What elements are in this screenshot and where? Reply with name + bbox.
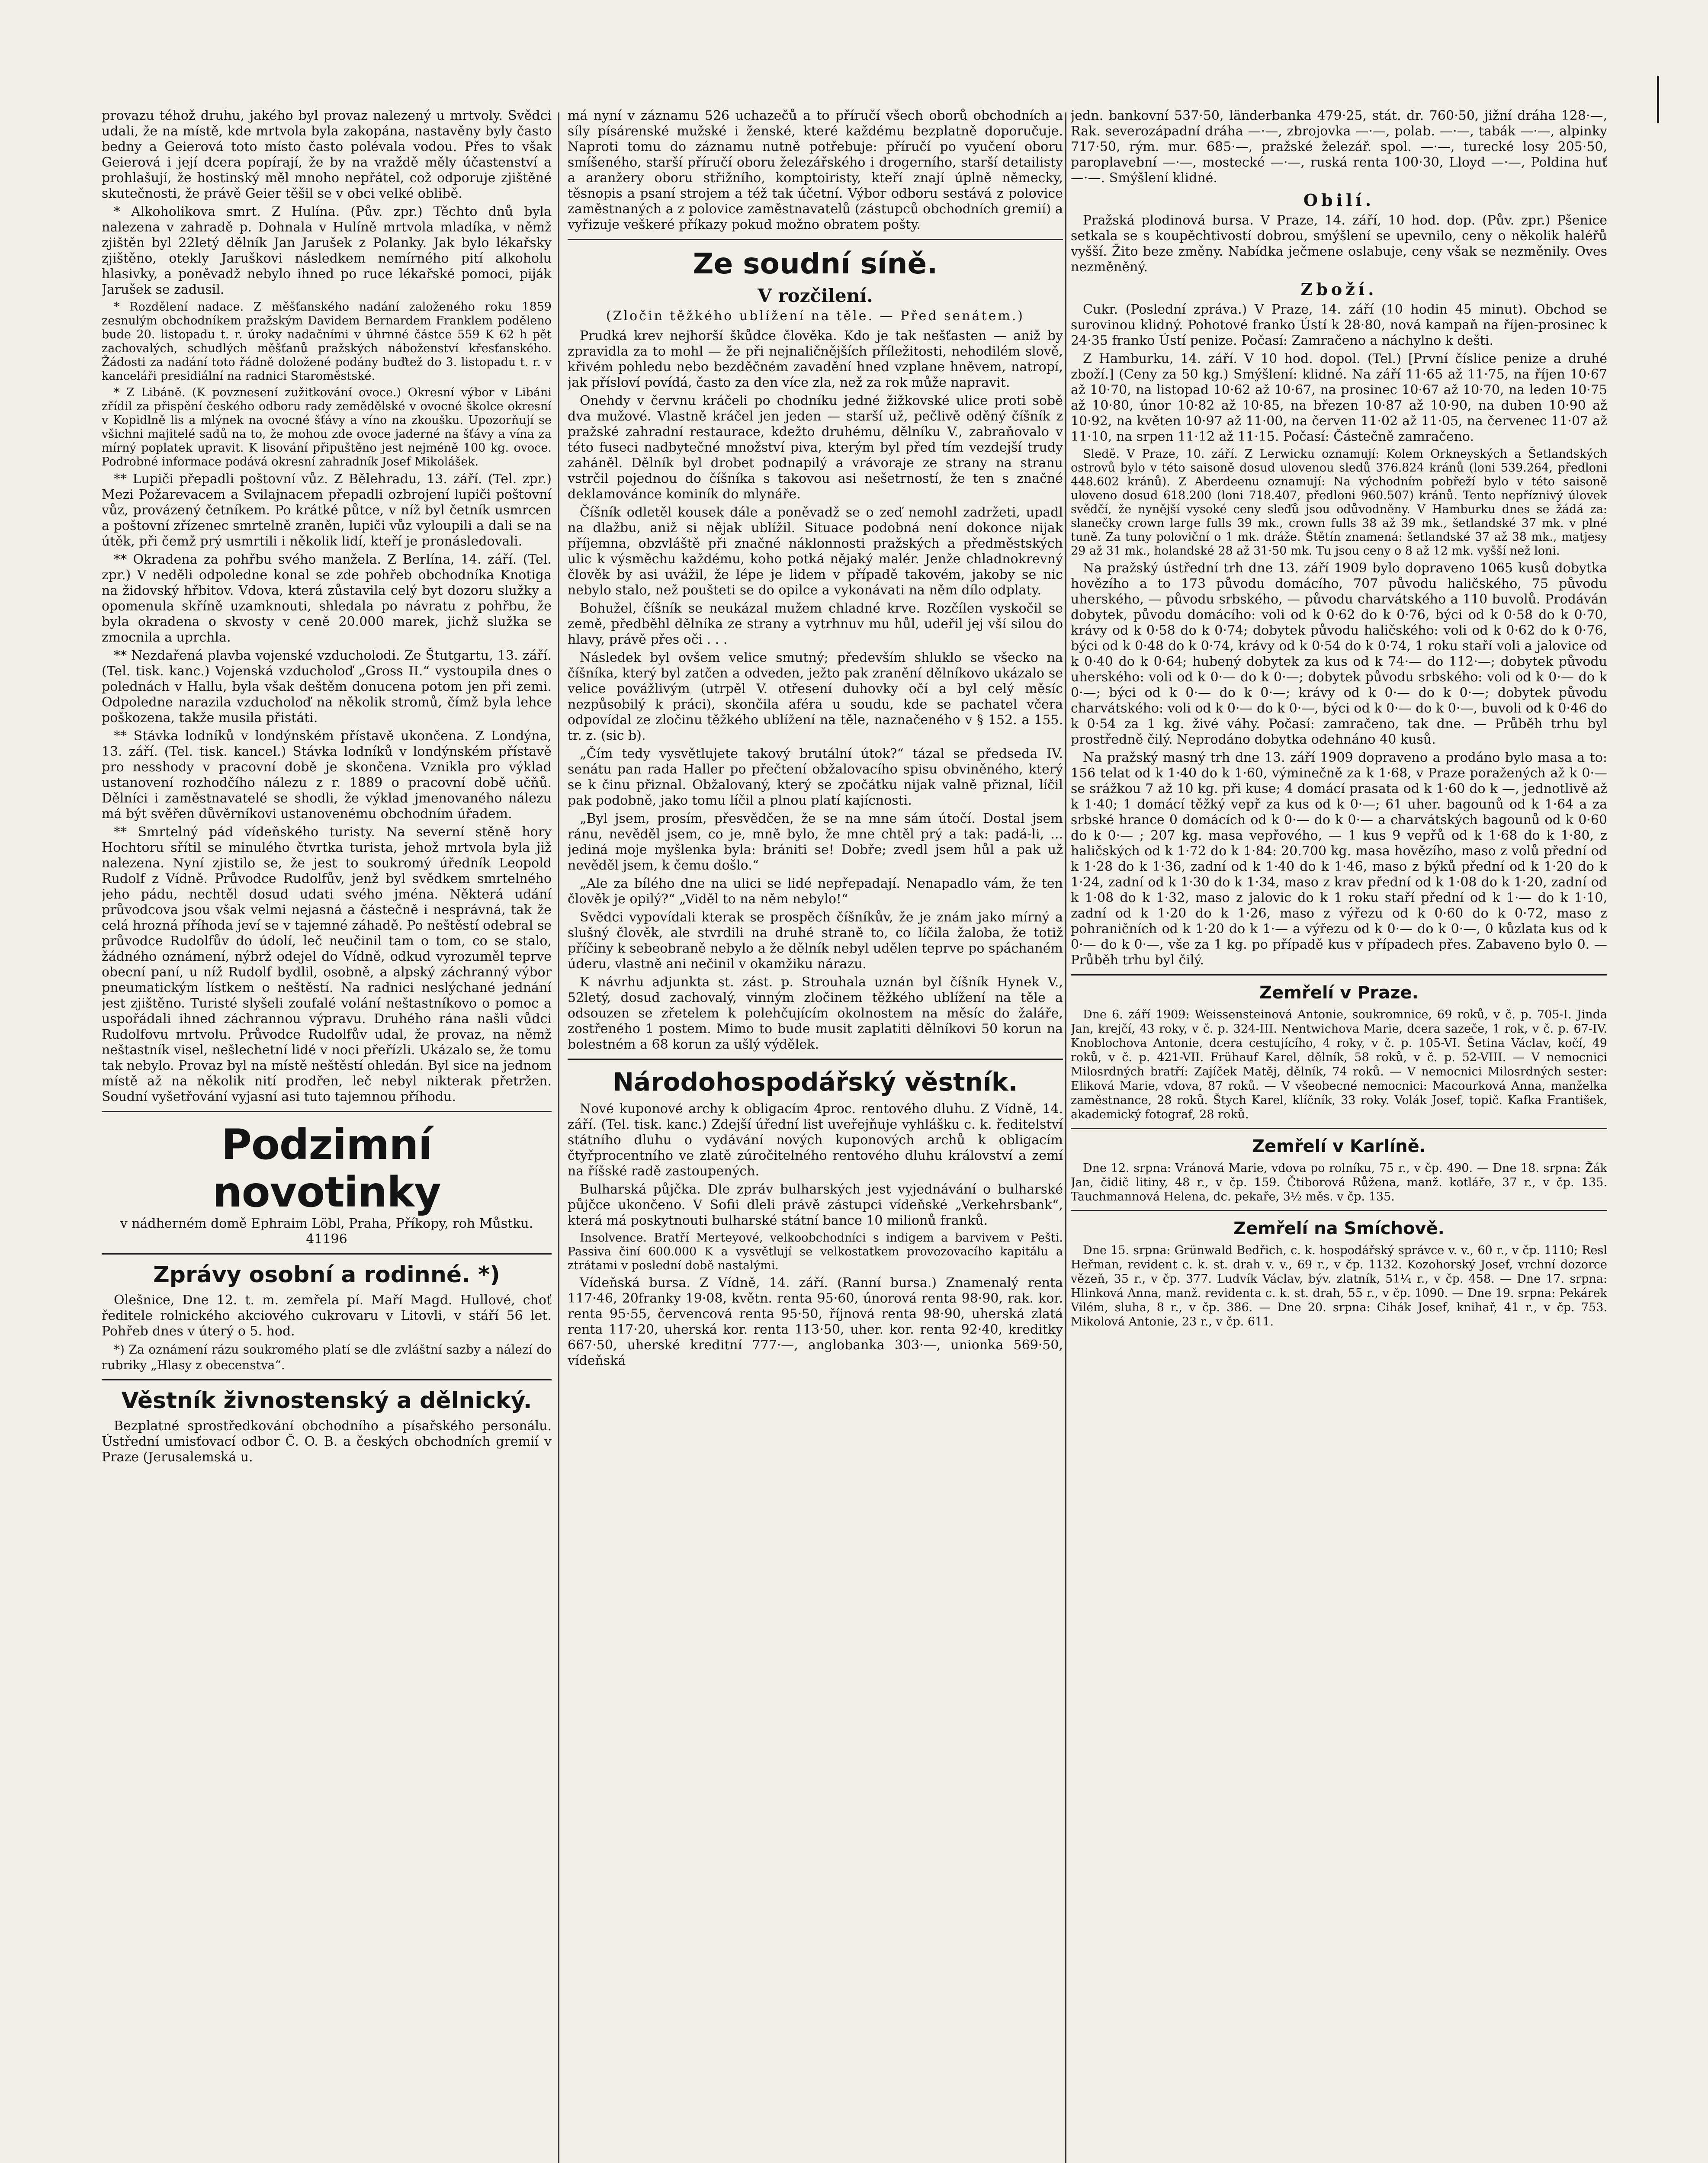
article-paragraph: Svědci vypovídali kterak se prospěch číšníkův, že je znám jako mírný a slušný člověk, ale stvrdili na druhé straně to, co líčila žaloba, že totiž příčiny k sebeobraně nebylo a že dělník nebyl udělen teprve po spáchaném úderu, vlastně ani nečinil v okamžiku nárazu. <box>568 910 1063 972</box>
article-paragraph: Z Hamburku, 14. září. V 10 hod. dopol. (Tel.) [První číslice penize a druhé zboží.] (Ceny za 50 kg.) Smýšlení: klidné. Na září 11·65 až 11·75, na říjen 10·67 až 10·70, na listopad 10·62 až 10·67, na prosinec 10·67 až 10·70, na leden 10·75 až 10·80, únor 10·82 až 10·85, na březen 10·87 až 10·90, na duben 10·90 až 10·92, na květen 10·97 až 11·00, na červen 11·02 až 11·05, na červenec 11·07 až 11·10, na srpen 11·12 až 11·15. Počasí: Částečně zamračeno. <box>1071 351 1607 444</box>
article-paragraph: má nyní v záznamu 526 uchazečů a to příručí všech oborů obchodních a síly písárenské mužské i ženské, které každému bezplatně doporučuje. Naproti tomu do záznamu nutně potřebuje: příručí po vyučení oboru smíšeného, starší příručí oboru železářského i drogerního, starší detailisty a aranžery oboru střižního, komptoiristy, kteří znají úplně německy, těsnopis a psaní strojem a též tak účetní. Výbor odboru sestává z polovice zaměstnaných a z polovice zaměstnavatelů (zástupců obchodních gremií) a vyřizuje veškeré příkazy pokud možno obratem pošty. <box>568 108 1063 232</box>
article-paragraph: Nové kuponové archy k obligacím 4proc. rentového dluhu. Z Vídně, 14. září. (Tel. tisk. kanc.) Zdejší úřední list uveřejňuje vyhlášku c. k. ředitelství státního dluhu o vydávání nových kuponových archů k obligacím čtyřprocentního ve zlatě zúročitelného rentového dluhu království a zemí na říšské radě zastoupených. <box>568 1101 1063 1179</box>
article-paragraph: ** Smrtelný pád vídeňského turisty. Na severní stěně hory Hochtoru sřítil se minulého čtvrtka turista, jehož mrtvola byla již nalezena. Nyní zjistilo se, že jest to soukromý úředník Leopold Rudolf z Vídně. Průvodce Rudolfův, jenž byl svědkem smrtelného jeho pádu, nechtěl dosud udati svého jména. Některá udání průvodcova jsou však velmi nejasná a částečně i nesprávná, tak že celá hrozná příhoda jeví se v tajemné záhadě. Po neštěstí odebral se průvodce Rudolfův do údolí, leč neučinil tam o tom, co se stalo, žádného oznámení, nýbrž odejel do Vídně, odkud vyrozuměl teprve obecní paní, u níž Rudolf bydlil, osobně, a alpský záchranný výbor pneumatickým lístkem o neštěstí. Na radnici neslýchané jednání jest zjištěno. Turisté slyšeli zoufalé volání neštastníkovo o pomoc a uspořádali ihned záchrannou výpravu. Druhého rána našli vůdci Rudolfovu mrtvolu. Průvodce Rudolfův udal, že provaz, na němž neštastník visel, nešlechetní lidé v noci přeřízli. Ukázalo se, že tomu tak nebylo. Provaz byl na místě neštěstí ohledán. Byl sice na jednom místě až na několik nití prodřen, leč nebyl nikterak přetržen. Soudní vyšetřování vyjasní asi tuto tajemnou příhodu. <box>102 825 552 1104</box>
article-paragraph: „Ale za bílého dne na ulici se lidé nepřepadají. Nenapadlo vám, že ten člověk je opilý?“ „Viděl to na něm nebylo!“ <box>568 876 1063 907</box>
section-heading-grain: Obilí. <box>1303 190 1375 210</box>
divider <box>102 1111 552 1112</box>
article-paragraph: Na pražský ústřední trh dne 13. září 1909 bylo dopraveno 1065 kusů dobytka hovězího a to 173 původu domácího, 707 původu haličského, 75 původu uherského, — původu srbského, — původu charvátského a 110 buvolů. Prodáván dobytek, původu domácího: voli od k 0·62 do k 0·76, býci od k 0·58 do k 0·70, krávy od k 0·58 do k 0·74; dobytek původu haličského: voli od k 0·62 do k 0·76, býci od k 0·48 do k 0·74, krávy od k 0·54 do k 0·74, 1 roku staří voli a jalovice od k 0·40 do k 0·64; hubený dobytek za kus od k 74·— do 112·—; dobytek původu uherského: voli od k 0·— do k 0·—; dobytek původu srbského: voli od k 0·— do k 0·—; býci od k 0·— do k 0·—; krávy od k 0·— do k 0·—; dobytek původu charvátského: voli od k 0·— do k 0·—, býci od k 0·— do k 0·—, buvoli od k 0·46 do k 0·54 za 1 kg. živé váhy. Počasí: zamračeno, tak dne. — Průběh trhu byl prostředně čilý. Neprodáno dobytka odehnáno 40 kusů. <box>1071 561 1607 747</box>
section-heading-trades: Věstník živnostenský a dělnický. <box>121 1388 532 1414</box>
article-paragraph: Vídeňská bursa. Z Vídně, 14. září. (Ranní bursa.) Znamenalý renta 117·46, 20franky 19·08, květn. renta 95·60, únorová renta 98·90, rak. kor. renta 95·55, červencová renta 95·50, říjnová renta 98·90, uherská zlatá renta 117·20, uherská kor. renta 113·50, uher. kor. renta 92·40, kreditky 667·50, uherské kreditní 777·—, anglobanka 303·—, unionka 569·50, vídeňská <box>568 1275 1063 1368</box>
article-paragraph: ** Nezdařená plavba vojenské vzducholodi. Ze Štutgartu, 13. září. (Tel. tisk. kanc.) Vojenská vzducholoď „Gross II.“ vystoupila dnes o polednách v Hallu, byla však deštěm donucena potom jen při zemi. Odpoledne narazila vzducholoď na několik stromů, čímž byla lehce poškozena, takže musila přistáti. <box>102 648 552 725</box>
article-paragraph: ** Okradena za pohřbu svého manžela. Z Berlína, 14. září. (Tel. zpr.) V neděli odpoledne konal se zde pohřeb obchodníka Knotiga na židovský hřbitov. Vdova, která zůstavila celý byt dozoru služky a opomenula skříně uzamknouti, shledala po návratu z pohřbu, že byla okradena o skvosty v ceně 20.000 marek, jichž služka se zmocnila a uprchla. <box>102 552 552 645</box>
column-rule <box>1065 112 1066 2163</box>
article-paragraph: jedn. bankovní 537·50, länderbanka 479·25, stát. dr. 760·50, jižní dráha 128·—, Rak. severozápadní dráha —·—, zbrojovka —·—, polab. —·—, tabák —·—, alpinky 717·50, rým. mur. 685·—, pražské železář. spol. —·—, turecké losy 205·50, paroplavební —·—, mostecké —·—, ruská renta 100·30, Lloyd —·—, Poldina huť —·—. Smýšlení klidné. <box>1071 108 1607 186</box>
article-paragraph: Pražská plodinová bursa. V Praze, 14. září, 10 hod. dop. (Pův. zpr.) Pšenice setkala se s koupěchtivostí dobrou, smýšlení se upevnilo, ceny o několik haléřů vyšší. Žito beze změny. Nabídka ječmene oslabuje, ceny však se nezměnily. Oves nezměněný. <box>1071 213 1607 275</box>
advertisement-title: Podzimní novotinky <box>212 1120 441 1216</box>
article-paragraph: Číšník odletěl kousek dále a poněvadž se o zeď nemohl zadržeti, upadl na dlažbu, aniž si nějak ublížil. Situace podobná není dokonce nijak příjemna, obzvláště při značné náklonnosti pražských a předměstských ulic k výsměchu každému, koho potká nějaký malér. Jenže chladnokrevný člověk by asi uvážil, že lépe je lidem v případě takovém, jakoby se nic nebylo stalo, než poušteti se do opilce a vykonávati na něm dílo odplaty. <box>568 505 1063 598</box>
article-paragraph: Dne 6. září 1909: Weissensteinová Antonie, soukromnice, 69 roků, v č. p. 705-I. Jinda Jan, krejčí, 43 roky, v č. p. 324-III. Nentwichova Marie, dcera sazeče, 1 rok, v č. p. 67-IV. Knoblochova Antonie, dcera cestujícího, 4 roky, v č. p. 105-VI. Šetina Václav, kočí, 49 roků, v č. p. 421-VII. Frühauf Karel, dělník, 58 roků, v č. p. 52-VIII. — V nemocnici Milosrdných bratří: Zajíček Matěj, dělník, 74 roků. — V nemocnici Milosrdných sester: Eliková Marie, vdova, 87 roků. — V všeobecné nemocnici: Macourková Anna, manželka zaměstnance, 28 roků. Štych Karel, klíčník, 33 roky. Volák Josef, topič. Kafka František, akademický fotograf, 28 roků. <box>1071 1008 1607 1121</box>
article-paragraph: Bezplatné sprostředkování obchodního a písařského personálu. Ústřední umisťovací odbor Č. O. B. a českých obchodních gremií v Praze (Jerusalemská u. <box>102 1418 552 1465</box>
article-paragraph: Sledě. V Praze, 10. září. Z Lerwicku oznamují: Kolem Orkneyských a Šetlandských ostrovů bylo v této saisoně dosud ulovenou sledů 376.824 kránů (loni 539.264, předloni 448.602 kránů). Z Aberdeenu oznamují: Na východním pobřeží bylo v této saisoně uloveno dosud 618.200 (loni 718.407, předloni 960.507) kránů. Tento nepříznivý úlovek svědčí, že nynější vysoké ceny sleďů jsou odůvodněny. V Hamburku dnes se žádá za: slanečky crown large fulls 39 mk., crown fulls 38 až 39 mk., šetlandské 37 mk. v plné tuně. Za tuny poloviční o 1 mk. dráže. Štětín znamená: šetlandské 37 až 38 mk., matjesy 29 až 31 mk., holandské 28 až 31·50 mk. Tu jsou ceny o 8 až 12 mk. vyšší než loni. <box>1071 447 1607 558</box>
article-title: V rozčilení. <box>758 285 873 306</box>
article-paragraph: „Čím tedy vysvětlujete takový brutální útok?“ tázal se předseda IV. senátu pan rada Haller po přečtení obžalovacího spisu obviněného, který se k činu přiznal. Obžalovaný, který se zpočátku nijak valně přiznal, líčil pak podobně, jako tomu líčil a plnou platí kajícnosti. <box>568 746 1063 808</box>
footnote: *) Za oznámení rázu soukromého platí se dle zvláštní sazby a nálezí do rubriky „Hlasy z obecenstva“. <box>102 1342 552 1372</box>
article-paragraph: Cukr. (Poslední zpráva.) V Praze, 14. září (10 hodin 45 minut). Obchod se surovinou klidný. Pohotové franko Ústí k 28·80, nová kampaň na říjen-prosinec k 24·35 franko Ústí penize. Počasí: Zamračeno a náchylno k dešti. <box>1071 302 1607 348</box>
article-paragraph: Olešnice, Dne 12. t. m. zemřela pí. Maří Magd. Hullové, choť ředitele rolnického akciového cukrovaru v Litovli, v stáří 56 let. Pohřeb dnes v úterý o 5. hod. <box>102 1293 552 1339</box>
article-paragraph: ** Stávka lodníků v londýnském přístavě ukončena. Z Londýna, 13. září. (Tel. tisk. kancel.) Stávka lodníků v londýnském přístavě pro nesshody v pracovní době je skončena. Vznikla pro výklad ustanovení rozhodčího nálezu z r. 1889 o pracovní době učňů. Dělníci i zaměstnavatelé se shodli, že výklad jmenovaného nálezu má být svěřen důvěrníkovi ustanovenému obchodním úřadem. <box>102 728 552 822</box>
advertisement-subtitle: v nádherném domě Ephraim Löbl, Praha, Příkopy, roh Můstku. 41196 <box>120 1216 533 1247</box>
article-paragraph: K návrhu adjunkta st. zást. p. Strouhala uznán byl číšník Hynek V., 52letý, dosud zachovalý, vinným zločinem těžkého ublížení na těle a odsouzen se zřetelem k polehčujícím okolnostem na měsíc do žaláře, zostřeného 1 postem. Mimo to bude musit zaplatiti dělníkovi 50 korun na bolestném a 68 korun za ušlý výdělek. <box>568 975 1063 1052</box>
article-paragraph: Následek byl ovšem velice smutný; především shluklo se všecko na číšníka, který byl zatčen a odveden, ježto pak zranění dělníkovo ukázalo se velice povážlivým (utrpěl V. otřesení duhovky očí a byl celý měsíc nezpůsobilý k práci), skončila aféra u soudu, kde se pachatel včera odpovídal ze zločinu těžkého ublížení na těle, naznačeného v § 152. a 155. tr. z. (sic b). <box>568 650 1063 743</box>
article-paragraph: * Alkoholikova smrt. Z Hulína. (Pův. zpr.) Těchto dnů byla nalezena v zahradě p. Dohnala v Hulíně mrtvola mladíka, v němž zjištěn byl 22letý dělník Jan Jarušek z Polanky. Jak bylo lékařsky zjištěno, otekly Jaruškovi následkem nemírného pití alkoholu hlasivky, a poněvadž nebylo ihned po ruce lékařské pomoci, piják Jarušek se zadusil. <box>102 204 552 297</box>
section-heading-deaths-prague: Zemřelí v Praze. <box>1259 983 1419 1003</box>
column-left <box>102 108 552 2163</box>
section-heading-deaths-karlin: Zemřelí v Karlíně. <box>1252 1136 1426 1156</box>
article-paragraph: Na pražský masný trh dne 13. září 1909 dopraveno a prodáno bylo masa a to: 156 telat od k 1·40 do k 1·60, výminečně za k 1·68, v Praze poražených až k 0·— se srážkou 7 až 10 kg. při kuse; 4 domácí prasata od k 1·60 do k —, jednotlivě až k 1·40; 1 domácí těžký vepř za kus od k 0·—; 61 uher. bagounů od k 1·64 a za srbské hrance 0 domácích od k 0·— do k 0·— a charvátských bagounů od k 0·60 do k 0·— ; 207 kg. masa vepřového, — 1 kus 9 vepřů od k 1·68 do k 1·80, z haličských od k 1·72 do k 1·84: 20.700 kg. masa hovězího, maso z volů přední od k 1·28 do k 1·36, zadní od k 1·40 do k 1·46, maso z býků přední od k 1·20 do k 1·24, zadní od k 1·30 do k 1·34, maso z krav přední od k 1·08 do k 1·20, zadní od k 1·08 do k 1·32, maso z jalovic do k 1 roku staří přední od k 1·— do k 1·10, zadní od k 1·20 do k 1·26, maso z výřezu od k 0·60 do k 0·72, maso z pohraničních od k 1·20 do k 1·— a výřezu od k 0·— do k 0·—, 0 kůzlata kus od k 0·— do k 0·—, vše za 1 kg. po případě kus v případech přes. Zabaveno bylo 0. — Průběh trhu byl čilý. <box>1071 750 1607 968</box>
article-paragraph: Insolvence. Bratří Merteyové, velkoobchodníci s indigem a barvivem v Pešti. Passiva činí 600.000 K a vysvětlují se velkostatkem provozovacího kapitálu a ztrátami v poslední době nastalými. <box>568 1231 1063 1272</box>
column-rule <box>558 112 559 2163</box>
article-paragraph: Bohužel, číšník se neukázal mužem chladné krve. Rozčílen vyskočil se země, předběhl dělníka ze strany a vytrhnuv mu hůl, udeřil jej vší silou do hlavy, právě přes oči . . . <box>568 601 1063 647</box>
section-heading-court: Ze soudní síně. <box>693 247 938 280</box>
article-paragraph: Prudká krev nejhorší škůdce člověka. Kdo je tak nešťasten — aniž by zpravidla za to mohl — že při nejnaličnějších příležitosti, nehodilém slově, křivém pohledu nebo bezděčném zavadění hned vzplane hněvem, natropí, jak přísloví povídá, často za den více zla, než za rok může napravit. <box>568 328 1063 390</box>
article-paragraph: * Z Libáně. (K povznesení zužitkování ovoce.) Okresní výbor v Libáni zřídil za přispění českého odboru rady zemědělské v ovocné školce okresní v Kopidlně lis a mlýnek na ovocné šťávy a víno na zkoušku. Upozorňují se všichni majitelé sadů na to, že mohou zde ovoce jaderné na šťávy a vína za mírný poplatek upravit. K lisování připuštěno jest nejméně 100 kg. ovoce. Podrobné informace podává okresní zahradník Josef Mikolášek. <box>102 386 552 469</box>
divider <box>1071 1210 1607 1211</box>
divider <box>102 1253 552 1255</box>
divider <box>568 239 1063 240</box>
article-paragraph: * Rozdělení nadace. Z měšťanského nadání založeného roku 1859 zesnulým obchodníkem pražským Davidem Bernardem Franklem poděleno bude 20. listopadu t. r. úroky nadačními v úhrnné částce 559 K 62 h pět zachovalých, schudlých měšťanů pražských náboženství křesťanského. Žádosti za nadání toto řádně doložené podány buďtež do 3. listopadu t. r. v kanceláři presidiální na radnici Staroměstské. <box>102 300 552 383</box>
divider <box>102 1379 552 1380</box>
column-right <box>1071 108 1607 2141</box>
article-paragraph: „Byl jsem, prosím, přesvědčen, že se na mne sám útočí. Dostal jsem ránu, nevěděl jsem, co je, mně bylo, že mne chtěl prý a tak: padá-li, ... jediná moje myšlenka byla: brániti se! Dobře; zvedl jsem hůl a pak už nevěděl jsem, k čemu došlo.“ <box>568 811 1063 873</box>
article-paragraph: Onehdy v červnu kráčeli po chodníku jedné žižkovské ulice proti sobě dva mužové. Vlastně kráčel jen jeden — starší už, pečlivě oděný číšník z pražské zahradní restaurace, kdežto druhému, dělníku V., zabraňovalo v této fuseci nadbytečné množství piva, kterým byl před tím vezdejší trudy zaháněl. Dělník byl drobet podnapilý a vrávoraje ze strany na stranu vstrčil pojednou do číšníka s takovou asi nešetrností, že ten s značné deklamovánce kominík do mlynáře. <box>568 393 1063 502</box>
article-subtitle: (Zločin těžkého ublížení na těle. — Před senátem.) <box>606 308 1025 324</box>
divider <box>568 1059 1063 1060</box>
section-heading-goods: Zboží. <box>1300 279 1377 299</box>
divider <box>1071 974 1607 976</box>
ink-mark <box>1657 76 1659 123</box>
article-paragraph: Dne 15. srpna: Grünwald Bedřich, c. k. hospodářský správce v. v., 60 r., v čp. 1110; Resl Heřman, revident c. k. st. drah v. v., 69 r., v čp. 1132. Kozohorský Josef, vrchní dozorce vězeň, 35 r., v čp. 377. Ludvík Václav, býv. zlatník, 51¼ r., v čp. 458. — Dne 17. srpna: Hlinková Anna, manž. revidenta c. k. st. drah, 55 r., v čp. 1090. — Dne 19. srpna: Pekárek Vilém, sluha, 8 r., v čp. 386. — Dne 20. srpna: Cihák Josef, knihař, 41 r., v čp. 753. Mikolová Antonie, 23 r., v čp. 611. <box>1071 1244 1607 1329</box>
divider <box>1071 1128 1607 1129</box>
section-heading-deaths-smichov: Zemřelí na Smíchově. <box>1233 1219 1445 1239</box>
article-paragraph: Bulharská půjčka. Dle zpráv bulharských jest vyjednávání o bulharské půjčce ukončeno. V Sofii dleli právě zástupci vídeňské „Verkehrsbank“, která má poskytnouti bulharské státní bance 10 milionů franků. <box>568 1182 1063 1228</box>
article-paragraph: Dne 12. srpna: Vránová Marie, vdova po rolníku, 75 r., v čp. 490. — Dne 18. srpna: Žák Jan, čidič litiny, 48 r., v čp. 159. Čtiborová Růžena, manž. kotláře, 37 r., v čp. 135. Tauchmannová Helena, dc. pekaře, 3½ měs. v čp. 135. <box>1071 1162 1607 1203</box>
column-middle <box>568 108 1063 2163</box>
article-paragraph: provazu téhož druhu, jakého byl provaz nalezený u mrtvoly. Svědci udali, že na místě, kde mrtvola byla zakopána, nastavěny byly často bedny a Geierová toto místo často polévala vodou. Přes to však Geierová i její dcera popírají, že by na vraždě měly účastenství a prohlašují, že hostinský měl mnoho nepřátel, což odporuje zjištěné skutečnosti, že právě Geier těšil se v obci velké oblibě. <box>102 108 552 201</box>
section-heading-personal: Zprávy osobní a rodinné. *) <box>153 1262 500 1288</box>
article-paragraph: ** Lupiči přepadli poštovní vůz. Z Bělehradu, 13. září. (Tel. zpr.) Mezi Požarevacem a Svilajnacem přepadli ozbrojení lupiči poštovní vůz, provázený četníkem. Po krátké půtce, v níž byl četník usmrcen a poštovní zřízenec smrtelně zraněn, lupiči vůz vyloupili a dali se na útěk, při čemž prý usmrtili i několik lidí, kteří je pronásledovali. <box>102 472 552 549</box>
section-heading-economy: Národohospodářský věstník. <box>613 1067 1018 1097</box>
